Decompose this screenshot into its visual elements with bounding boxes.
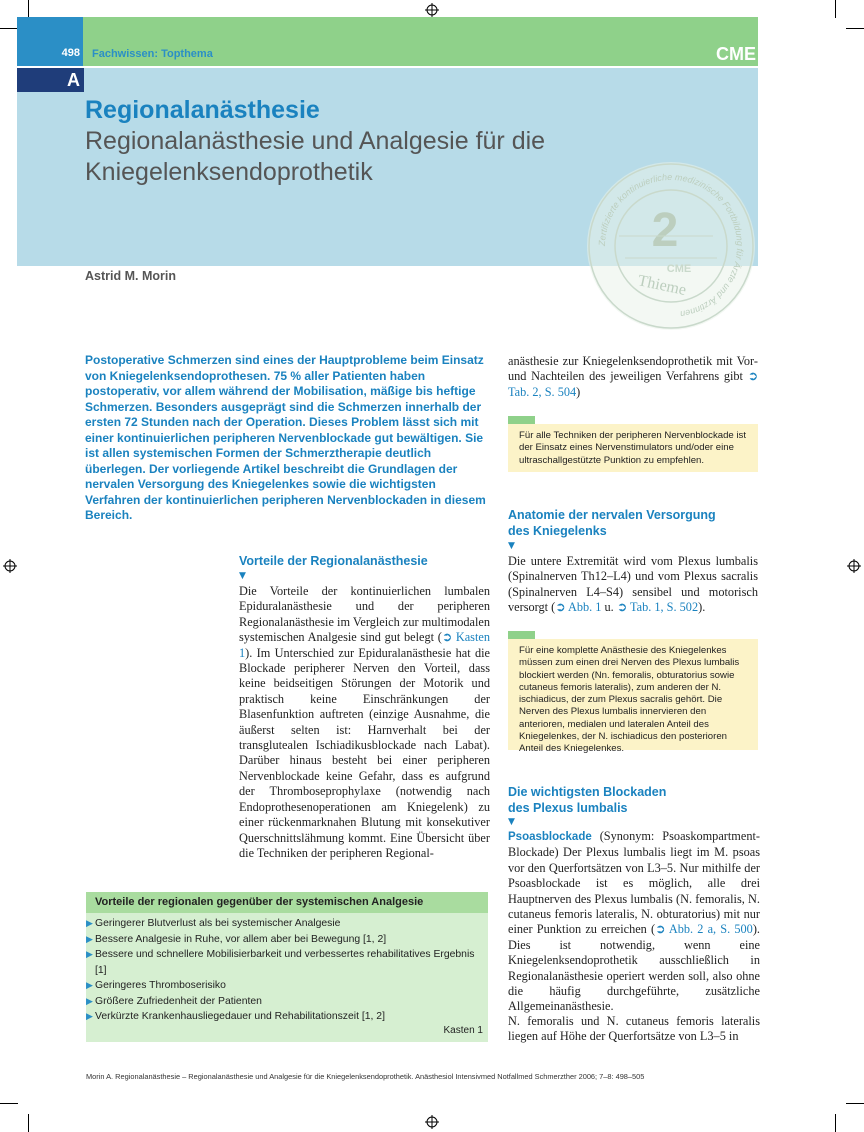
kasten-label: Kasten 1 <box>443 1025 483 1036</box>
cross-ref-tab-2[interactable]: Tab. 2, S. 504 <box>508 384 577 399</box>
crop-mark <box>28 0 29 18</box>
crop-mark <box>835 0 836 18</box>
page-number: 498 <box>61 47 80 59</box>
author-name: Astrid M. Morin <box>85 269 176 283</box>
list-item: ▶ Bessere Analgesie in Ruhe, vor allem aber bei Bewegung [1, 2] <box>86 932 480 948</box>
psoas-term: Psoasblockade <box>508 831 592 843</box>
note-tab <box>508 631 535 639</box>
cross-ref-abb-2a[interactable]: Abb. 2 a, S. 500 <box>668 922 753 937</box>
section-label: Fachwissen: Topthema <box>92 48 213 60</box>
crop-mark <box>0 28 18 29</box>
cross-ref-kasten-1[interactable]: Kasten 1 <box>239 630 490 660</box>
cme-stamp-icon <box>585 160 757 332</box>
list-item: ▶ Geringeres Thromboserisiko <box>86 978 480 994</box>
psoas-paragraph: Psoasblockade (Synonym: Psoaskompartment-Blockade) Der Plexus lumbalis liegt im M. psoas vor den Querfortsätzen von L3–5. Nur mithilfe der Psoasblockade ist es möglich, alle drei Hauptnerven des Plexus lumbalis (N. femoralis, N. cutaneus femoris lateralis, N. obturatorius) mit nur einer Punktion zu erreichen (➲ Abb. 2 a, S. 500). Dies ist notwendig, wenn eine Kniegelenksendoprothetik ausschließlich in Regionalanästhesie operiert werden soll, also ohne die häufig durchgeführte, zusätzliche Allgemeinanästhesie. <box>508 829 760 1014</box>
note-text-1: Für alle Techniken der peripheren Nervenblockade ist der Einsatz eines Nervenstimulators und/oder eine ultraschallgestützte Punktion zu empfehlen. <box>519 430 747 466</box>
note-tab <box>508 416 535 424</box>
vorteile-paragraph: Die Vorteile der kontinuierlichen lumbalen Epiduralanästhesie und der peripheren Regionalanästhesie im Vergleich zur multimodalen systemischen Analgesie sind gut belegt (➲ Kasten 1). Im Unterschied zur Epiduralanästhesie hat die Blockade peripherer Nerven den Vorteil, dass keine beidseitigen Störungen der Motorik und praktisch keine Einschränkungen der Blasenfunktion auftreten (einzige Ausnahme, die äußerst selten ist: Harnverhalt bei der transglutealen Ischiadikusblockade nach Labat). Darüber hinaus besteht bei einer peripheren Nervenblockade keine Gefahr, dass es aufgrund der Thromboseprophylaxe (notwendig nach Endoprothesenoperationen am Kniegelenk) zu einer rückenmarknahen Blutung mit konsekutiver Querschnittslähmung kommt. Eine Übersicht über die Techniken der peripheren Regional- <box>239 584 490 860</box>
section-heading-vorteile: Vorteile der Regionalanästhesie <box>239 554 428 568</box>
list-item: ▶ Größere Zufriedenheit der Patienten <box>86 994 480 1010</box>
kasten-list <box>86 916 480 1025</box>
stamp-number: 2 <box>651 204 679 257</box>
cross-ref-icon[interactable]: ➲ <box>555 600 568 615</box>
article-subtitle: Regionalanästhesie und Analgesie für die Kniegelenksendoprothetik <box>85 127 546 186</box>
cross-ref-icon[interactable]: ➲ <box>655 922 669 937</box>
bullet-triangle-icon: ▶ <box>86 980 93 990</box>
kasten-title: Vorteile der regionalen gegenüber der systemischen Analgesie <box>95 896 424 908</box>
cross-ref-icon[interactable]: ➲ <box>747 369 758 384</box>
section-heading-anatomie: Anatomie der nervalen Versorgung des Kniegelenks <box>508 508 716 538</box>
note-text-2: Für eine komplette Anästhesie des Kniegelenkes müssen zum einen drei Nerven des Plexus lumbalis blockiert werden (Nn. femoralis, obturatorius sowie cutaneus femoris lateralis), zum anderen der N. ischiadicus, der zum Plexus sacralis gehört. Die Nerven des Plexus lumbalis innervieren den anterioren, medialen und lateralen Anteil des Kniegelenkes, der N. ischiadicus den posterioren Anteil des Kniegelenkes. <box>519 645 740 755</box>
col2-intro-paragraph: anästhesie zur Kniegelenksendoprothetik mit Vor- und Nachteilen des jeweiligen Verfahrens gibt ➲ Tab. 2, S. 504) <box>508 354 758 399</box>
registration-mark-icon <box>3 559 17 573</box>
heading-marker-icon: ▼ <box>508 541 515 551</box>
registration-mark-icon <box>425 1115 439 1129</box>
cme-label: CME <box>716 44 756 64</box>
bullet-triangle-icon: ▶ <box>86 918 93 928</box>
registration-mark-icon <box>425 3 439 17</box>
list-item: ▶ Verkürzte Krankenhausliegedauer und Rehabilitationszeit [1, 2] <box>86 1009 480 1025</box>
list-item: ▶ Geringerer Blutverlust als bei systemischer Analgesie <box>86 916 480 932</box>
category-letter: A <box>67 70 80 90</box>
stamp-cme: CME <box>666 263 692 275</box>
citation-footer: Morin A. Regionalanästhesie – Regionalanästhesie und Analgesie für die Kniegelenksendoprothetik. Anästhesiol Intensivmed Notfallmed Schmerzther 2006; 7–8: 498–505 <box>86 1072 645 1081</box>
bullet-triangle-icon: ▶ <box>86 1011 93 1021</box>
bullet-triangle-icon: ▶ <box>86 933 93 944</box>
anatomie-paragraph: Die untere Extremität wird vom Plexus lumbalis (Spinalnerven Th12–L4) und vom Plexus sacralis (Spinalnerven L4–S4) sensibel und motorisch versorgt (➲ Abb. 1 u. ➲ Tab. 1, S. 502). <box>508 554 758 615</box>
crop-mark <box>0 1103 18 1104</box>
stamp-brand: Thieme <box>636 272 688 299</box>
section-heading-blockaden: Die wichtigsten Blockaden des Plexus lumbalis <box>508 785 667 815</box>
cross-ref-abb-1[interactable]: Abb. 1 <box>567 600 602 615</box>
heading-marker-icon: ▼ <box>508 817 515 827</box>
bullet-triangle-icon: ▶ <box>86 995 93 1006</box>
cross-ref-icon[interactable]: ➲ <box>441 630 456 645</box>
stamp-ring-text: Zertifizierte kontinuierliche medizinische Fortbildung für Ärzte und Ärztinnen <box>596 171 746 320</box>
registration-mark-icon <box>847 559 861 573</box>
article-abstract: Postoperative Schmerzen sind eines der Hauptprobleme beim Einsatz von Kniegelenksendoprothesen. 75 % aller Patienten haben postoperativ, vor allem während der Mobilisation, mäßige bis heftige Schmerzen. Besonders ausgeprägt sind die Schmerzen innerhalb der ersten 72 Stunden nach der Operation. Dieses Problem lässt sich mit einer kontinuierlichen peripheren Nervenblockade gut bewältigen. Sie ist allen systemischen Formen der Schmerztherapie deutlich überlegen. Der vorliegende Artikel beschreibt die Grundlagen der nervalen Versorgung des Kniegelenkes sowie die wichtigsten Verfahren der kontinuierlichen peripheren Nervenblockaden in diesem Bereich. <box>85 353 486 522</box>
crop-mark <box>835 1114 836 1132</box>
crop-mark <box>846 1103 864 1104</box>
heading-marker-icon: ▼ <box>239 571 246 581</box>
list-item: ▶ Bessere und schnellere Mobilisierbarkeit und verbessertes rehabilitatives Ergebnis [1] <box>86 949 475 976</box>
cross-ref-icon[interactable]: ➲ <box>616 600 630 615</box>
article-title: Regionalanästhesie <box>85 96 320 124</box>
bullet-triangle-icon: ▶ <box>86 949 93 959</box>
femoralis-paragraph: N. femoralis und N. cutaneus femoris lateralis liegen auf Höhe der Querfortsätze von L3–5 in <box>508 1014 760 1044</box>
crop-mark <box>846 28 864 29</box>
cross-ref-tab-1[interactable]: Tab. 1, S. 502 <box>629 600 699 615</box>
crop-mark <box>28 1114 29 1132</box>
